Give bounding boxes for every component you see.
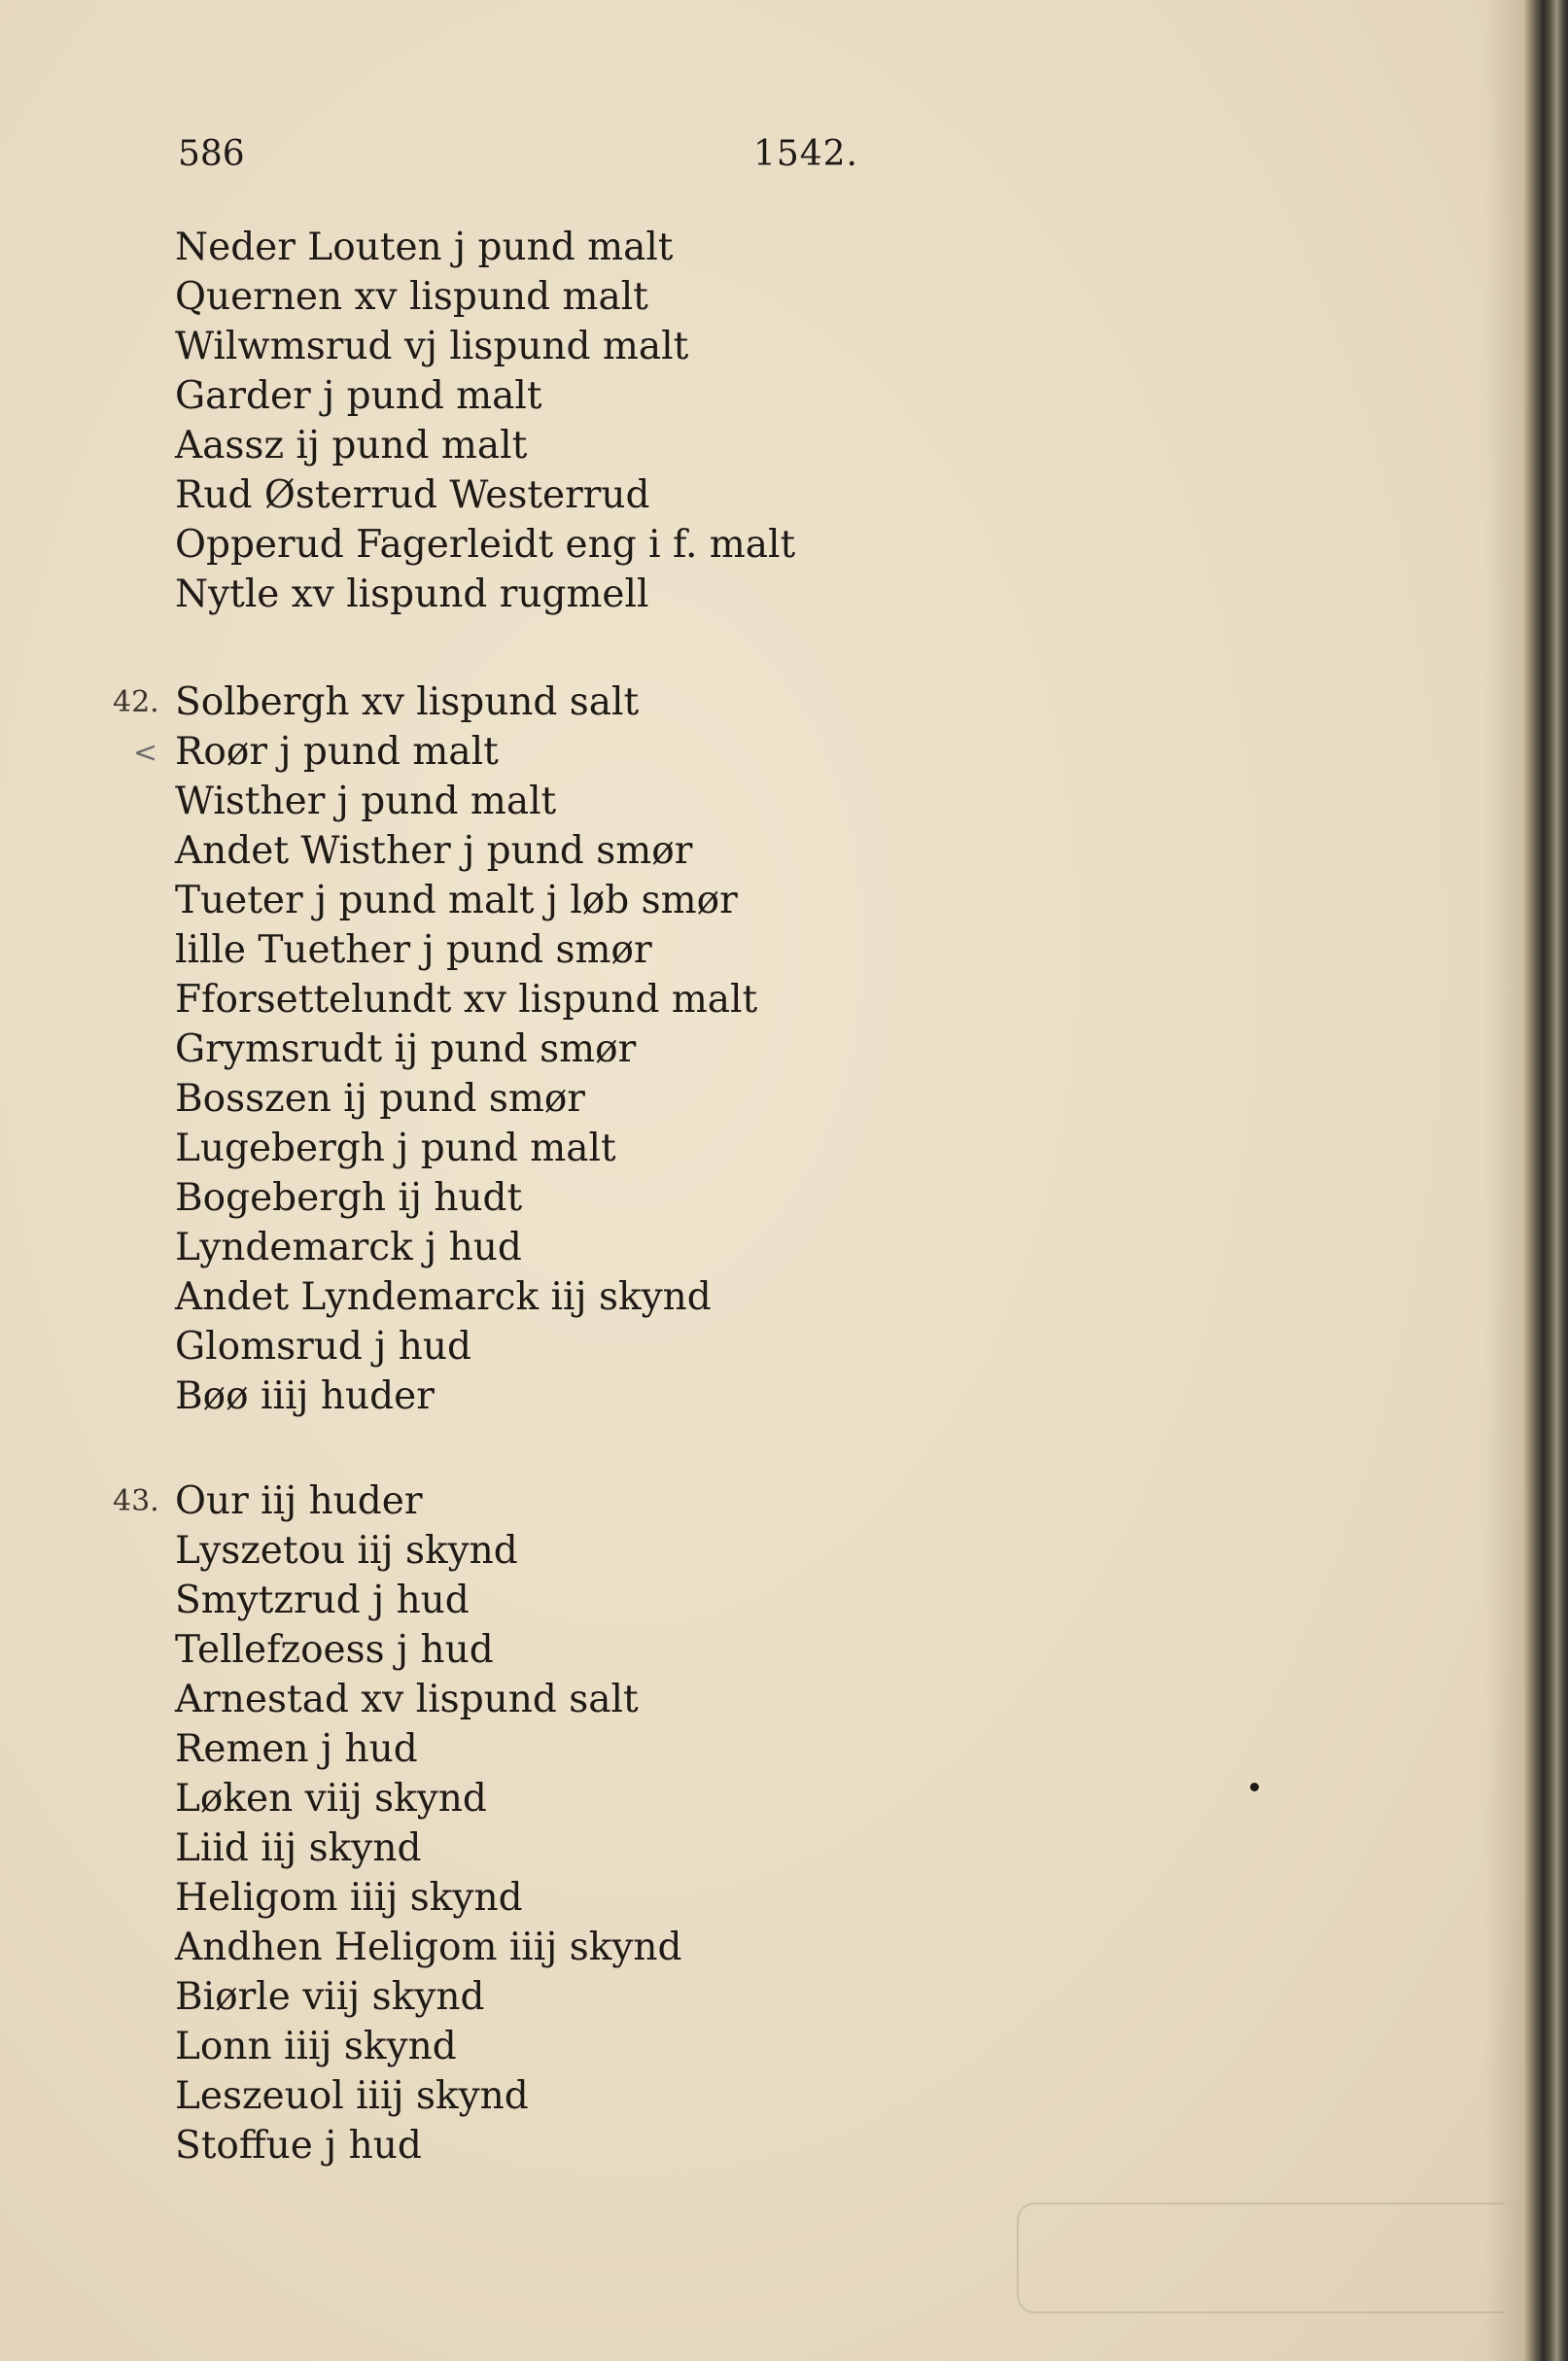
entry-line: Remen j hud bbox=[175, 1727, 418, 1771]
entry-line: Andet Wisther j pund smør bbox=[175, 829, 693, 873]
entry-line: Andhen Heligom iiij skynd bbox=[175, 1926, 682, 1969]
ink-speck bbox=[1250, 1783, 1259, 1791]
entry-line: Our iij huder bbox=[175, 1479, 423, 1523]
entry-line: Fforsettelundt xv lispund malt bbox=[175, 978, 758, 1022]
entry-line: Lugebergh j pund malt bbox=[175, 1127, 616, 1170]
section-number: 42. bbox=[113, 685, 159, 719]
entry-line: Quernen xv lispund malt bbox=[175, 275, 648, 319]
entry-line: Wilwmsrud vj lispund malt bbox=[175, 325, 689, 368]
entry-line: Løken viij skynd bbox=[175, 1777, 487, 1821]
entry-line: Smytzrud j hud bbox=[175, 1579, 470, 1622]
entry-line: Biørle viij skynd bbox=[175, 1975, 485, 2019]
entry-line: Aassz ij pund malt bbox=[175, 424, 528, 468]
entry-line: Grymsrudt ij pund smør bbox=[175, 1027, 637, 1071]
entry-line: Solbergh xv lispund salt bbox=[175, 680, 640, 724]
section-number: 43. bbox=[113, 1484, 159, 1518]
entry-line: Bosszen ij pund smør bbox=[175, 1077, 585, 1121]
entry-line: Bøø iiij huder bbox=[175, 1374, 435, 1418]
entry-line: Arnestad xv lispund salt bbox=[175, 1678, 639, 1721]
entry-line: Neder Louten j pund malt bbox=[175, 226, 674, 269]
margin-pencil-mark: < bbox=[133, 736, 158, 770]
entry-line: Lyndemarck j hud bbox=[175, 1226, 522, 1269]
entry-line: Bogebergh ij hudt bbox=[175, 1176, 523, 1220]
entry-line: Glomsrud j hud bbox=[175, 1325, 471, 1369]
page-number: 586 bbox=[178, 134, 245, 174]
page-header bbox=[178, 134, 858, 183]
entry-line: lille Tuether j pund smør bbox=[175, 928, 652, 972]
entry-line: Tellefzoess j hud bbox=[175, 1628, 494, 1672]
page-tab-outline bbox=[1017, 2203, 1505, 2313]
entry-line: Garder j pund malt bbox=[175, 374, 542, 418]
entry-line: Opperud Fagerleidt eng i f. malt bbox=[175, 523, 796, 567]
entry-line: Nytle xv lispund rugmell bbox=[175, 573, 649, 616]
entry-line: Rud Østerrud Westerrud bbox=[175, 473, 650, 517]
entry-line: Roør j pund malt bbox=[175, 730, 499, 774]
entry-line: Wisther j pund malt bbox=[175, 780, 557, 823]
binding-shadow bbox=[1484, 0, 1523, 2361]
entry-line: Tueter j pund malt j løb smør bbox=[175, 879, 738, 922]
entry-line: Leszeuol iiij skynd bbox=[175, 2074, 529, 2118]
entry-line: Lyszetou iij skynd bbox=[175, 1529, 518, 1573]
entry-line: Heligom iiij skynd bbox=[175, 1876, 523, 1920]
book-spine bbox=[1523, 0, 1568, 2361]
page-year: 1542. bbox=[752, 134, 858, 174]
entry-line: Lonn iiij skynd bbox=[175, 2025, 457, 2068]
entry-line: Liid iij skynd bbox=[175, 1826, 422, 1870]
entry-line: Andet Lyndemarck iij skynd bbox=[175, 1275, 712, 1319]
entry-line: Stoffue j hud bbox=[175, 2124, 422, 2168]
